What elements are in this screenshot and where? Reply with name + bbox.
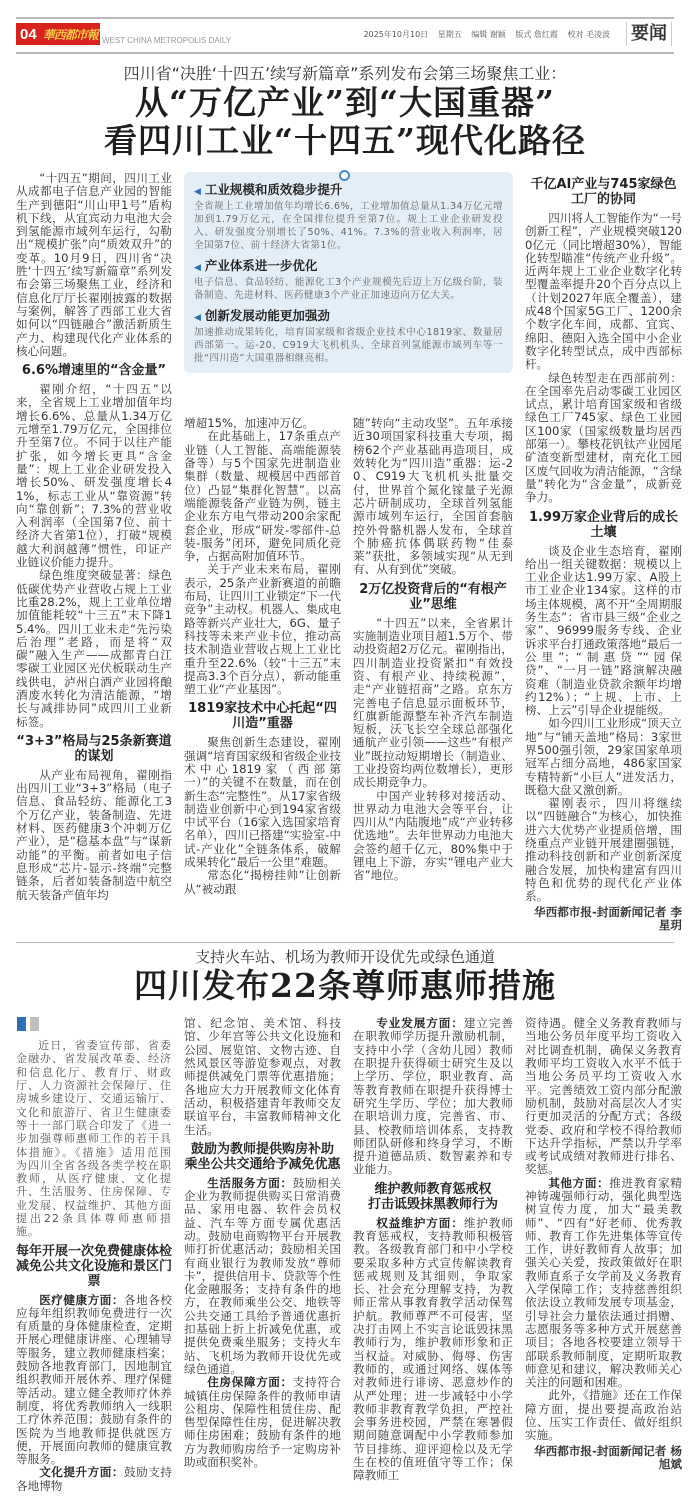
paragraph-text: 常态化“揭榜挂帅”让创新从“被动跟 — [184, 868, 341, 896]
section-heading-line2: 乘坐公共交通给予减免优惠 — [184, 1156, 341, 1172]
key-figure-title-text: 工业规模和质效稳步提升 — [204, 182, 343, 197]
paragraph-text: 资待遇。健全义务教育教师与当地公务员年度平均工资收入对比调查机制，确保义务教育教师平均工资收入水平不低于当地公务员平均工资收入水平。完善绩效工资内部分配激励机制，鼓励对高层次人才实行更加灵活的分配方式；各级党委、政府和学校不得给教师下达升学指标，严禁以升学率或考试成绩对教师进行排名、奖惩。 — [525, 1016, 682, 1177]
paragraph — [16, 383, 172, 569]
section-heading: 2万亿投资背后的“有根产业”思维 — [359, 581, 507, 612]
paragraph — [353, 1017, 513, 1177]
article1-column-4 — [525, 172, 682, 932]
paragraph-text: 鼓励支持各地博物 — [16, 1465, 172, 1493]
article2-column-1 — [16, 1039, 172, 1493]
article1-kicker: 四川省“决胜‘十四五’续写新篇章”系列发布会第三场聚焦工业： — [123, 64, 567, 83]
triangle-bullet-icon: ◀ — [194, 187, 201, 197]
section-heading: 千亿AI产业与745家绿色工厂的协同 — [530, 177, 677, 207]
triangle-bullet-icon: ◀ — [194, 313, 201, 323]
article2-kicker: 支持火车站、机场为教师开设优先或绿色通道 — [194, 948, 495, 967]
paragraph-text: 增超15%，加速冲万亿。 — [184, 416, 315, 431]
key-figure-title-text: 产业体系进一步优化 — [204, 258, 318, 273]
paragraph — [184, 430, 341, 563]
byline: 华西都市报-封面新闻记者 杨旭斌 — [534, 1443, 682, 1471]
paragraph — [525, 1177, 682, 1390]
paragraph — [184, 1177, 341, 1376]
paragraph — [184, 563, 341, 696]
paragraph-text: 建立完善在职教师学历提升激励机制，支持中小学（含幼儿园）教师在职提升获得硕士研究生及以上学历、学位，职业教育、高等教育教师在职提升获得博士研究生学历、学位；加大教师在职培训力度，完善省、市、县、校教师培训体系，支持教师团队研修和终身学习，不断提升道德品质、数智素养和专业能力。 — [353, 1016, 513, 1177]
paragraph — [16, 172, 172, 358]
byline: 华西都市报-封面新闻记者 李星玥 — [534, 904, 682, 932]
article2-column-3 — [353, 1017, 513, 1483]
paragraph — [16, 1466, 172, 1493]
paragraph-text: 在此基础上，17条重点产业链（人工智能、高端能源装备等）与5个国家先进制造业集群（数量、规模居中西部首位）凸显“集群化智慧”。以高端能源装备产业链为例，链主企业东方电气带动200余家配套企业，形成“研发-零部件-总装-服务”闭环，避免同质化竞争，占据高附加值环节。 — [184, 429, 341, 564]
paragraph-text: 近日，省委宣传部、省委金融办、省发展改革委、经济和信息化厅、教育厅、财政厅、人力资源社会保障厅、住房城乡建设厅、交通运输厅、文化和旅游厅、省卫生健康委等十一部门联合印发了《进一步加强尊师惠师工作的若干具体措施》。《措施》适用范围为四川全省各级各类学校在职教师，从医疗健康、文化提升、生活服务、住房保障、专业发展、权益维护、其他方面提出22条具体尊师惠师措施。 — [16, 1039, 172, 1239]
paragraph-text: 四川将人工智能作为“一号创新工程”，产业规模突破1200亿元（同比增超30%），智能化转型瞄准“传统产业升级”。近两年规上工业企业数字化转型覆盖率提升20个百分点以上（计划2027年底全覆盖），建成48个国家5G工厂、1200余个数字化车间，成都、宜宾、绵阳、德阳入选全国中小企业数字化转型试点，成中西部标杆。 — [525, 211, 682, 372]
section-heading: 1.99万家企业背后的成长土壤 — [528, 509, 679, 540]
section-heading: “3+3”格局与25条新赛道的谋划 — [16, 733, 172, 764]
article-divider — [16, 942, 674, 943]
paragraph — [184, 417, 341, 430]
paragraph — [353, 790, 513, 883]
masthead-english: WEST CHINA METROPOLIS DAILY — [102, 36, 232, 45]
key-figure-item — [194, 258, 503, 302]
paragraph-lead: 专业发展方面： — [376, 1016, 464, 1031]
paragraph-text: 翟刚表示，四川将继续以“四链融合”为核心，加快推进六大优势产业提质倍增，围绕重点产业链开展建圈强链，推动科技创新和产业创新深度融合发展，加快构建富有四川特色和优势的现代化产业体系。 — [525, 796, 682, 904]
section-heading: 1819家技术中心托起“四川造”重器 — [188, 701, 337, 732]
paragraph-text: 翟刚介绍，“十四五”以来，全省规上工业增加值年均增长6.6%、总量从1.34万亿元增至1.79万亿元，全国排位升至第7位。不同于以往产能扩张，如今增长更具“含金量”：规上工业企业研发投入增长50%、研发强度增长41%，标志工业从“靠资源”转向“靠创新”；7.3%的营业收入利润率（全国第7位、前十经济大省第1位），打破“规模越大利润越薄”惯性，印证产业链议价能力提升。 — [16, 382, 172, 570]
paragraph-text: 维护教师教育惩戒权，支持教师积极管教。各级教育部门和中小学校要采取多种方式宣传解读教育惩戒规则及其细则，争取家长、社会充分理解支持，为教师正常从事教育教学活动保驾护航。教师尊严不可侵害，坚决打击网上不实言论诋毁抹黑教师行为，维护教师形象和正当权益。对威胁、侮辱、伤害教师的，或通过网络、媒体等对教师进行诽谤、恶意炒作的从严处理；进一步减轻中小学教师非教育教学负担，严控社会事务进校园，严禁在寒暑假期间随意调配中小学教师参加节目排练、迎评迎检以及无学生在校的值班值守等工作；保障教师工 — [353, 1215, 513, 1483]
article-marker-icon — [17, 1017, 26, 1031]
paragraph-text: 绿色维度突破显著：绿色低碳优势产业营收占规上工业比重28.2%，规上工业单位增加值能耗较“十三五”末下降15.4%。四川工业未走“先污染后治理”老路，而是将“双碳”融入生产——成都青白江零碳工业园区光伏板联动生产线供电，泸州白酒产业园将酿酒废水转化为清洁能源，“增长与减排协同”成四川工业新标签。 — [16, 568, 172, 729]
bottom-spacer — [0, 1493, 690, 1503]
key-figure-text: 电子信息、食品轻纺、能源化工3个产业规模先后迈上万亿级台阶，装备制造、先进材料、医药健康3个产业正加速迈向万亿大关。 — [194, 277, 503, 301]
section-heading: 6.6%增速里的“含金量” — [21, 363, 167, 379]
paragraph — [16, 1294, 172, 1467]
article1-body — [16, 171, 682, 932]
paragraph-text: 中国产业转移对接活动、世界动力电池大会等平台，让四川从“内陆腹地”成“产业转移优选地”。去年世界动力电池大会签约超千亿元，80%集中于锂电上下游，夯实“锂电产业大省”地位。 — [353, 788, 513, 883]
key-figure-title — [194, 258, 503, 276]
paragraph-lead: 住房保障方面： — [207, 1375, 293, 1390]
paragraph-text: 谈及企业生态培育，翟刚给出一组关键数据：规模以上工业企业达1.99万家、A股上市工业企业134家。这样的市场主体规模，离不开“全周期服务生态”：省市县三级“企业之家”、96999服务专线、企业诉求平台打通政策落地“最后一公里”；“制惠贷”“园保贷”、“一月一链”路演解决融资难（制造业贷款余额年均增约12%）；“上规、上市、上榜、上云”引导企业提能级。 — [525, 543, 682, 718]
paragraph — [184, 1376, 341, 1469]
paragraph-lead: 医疗健康方面： — [39, 1292, 125, 1307]
paragraph-lead: 权益维护方面： — [376, 1215, 464, 1230]
paragraph-text: 推进教育家精神铸魂强师行动，强化典型选树宣传力度，加大“最美教师”、“四有”好老师、优秀教师、教育工作先进集体等宣传工作，讲好教师育人故事；加强关心关爱，按政策做好在职教师直系子女学前及义务教育入学保障工作；支持慈善组织依法设立教师发展专项基金，引导社会力量依法通过捐赠、志愿服务等多种方式开展慈善项目；各地各校要建立领导干部联系教师制度，定期听取教师意见和建议，解决教师关心关注的问题和困难。 — [525, 1175, 682, 1390]
article2-column-2 — [184, 1017, 341, 1469]
key-figure-text: 加速推动成果转化，培育国家级和省级企业技术中心1819家、数量居西部第一。运-20、C919大飞机机头、全球首列氢能源市域列车等一批“四川造”大国重器相继亮相。 — [194, 327, 503, 364]
proofreader: 校对 毛凌波 — [567, 30, 610, 39]
paragraph-lead: 其他方面： — [548, 1175, 610, 1190]
issue-weekday: 星期五 — [437, 30, 462, 39]
key-figure-item — [194, 182, 503, 252]
article-marker-icon-secondary — [30, 1017, 39, 1031]
paragraph — [525, 1017, 682, 1177]
article2-column-1-wrap — [16, 1017, 172, 1493]
article-markers — [17, 1017, 172, 1031]
key-figure-title — [194, 308, 503, 326]
triangle-bullet-icon: ◀ — [194, 263, 201, 273]
editor: 编辑 谢颖 — [471, 30, 506, 39]
article1-headline-line2: 看四川工业“十四五”现代化路径 — [104, 121, 586, 160]
paragraph-text: 各地各校应每年组织教师免费进行一次有质量的身体健康检查，定期开展心理健康讲座、心理辅导等服务，建立教师健康档案；鼓励各地教育部门，因地制宜组织教师开展休养、理疗保健等活动。建立健全教师疗休养制度，将优秀教师纳入一线职工疗休养范围；鼓励有条件的医院为当地教师提供就医方便，开展面向教师的健康宣教等服务。 — [16, 1292, 172, 1467]
key-figure-text: 全省规上工业增加值年均增长6.6%，工业增加值总量从1.34万亿元增加到1.79万亿元，在全国排位提升至第7位。规上工业企业研发投入、研发强度分别增长了50%、41%。7.3%的营业收入利润率，居全国第7位、前十经济大省第1位。 — [194, 201, 503, 251]
paragraph-text: “十四五”以来，全省累计实施制造业项目超1.5万个、带动投资超2万亿元。翟刚指出，四川制造业投资紧扣“有效投资、有根产业、持续税源”，走“产业链招商”之路。京东方完善电子信息显示面板环节，红旗新能源整车补齐汽车制造短板，沃飞长空全球总部强化通航产业引领——这些“有根产业”既拉动短期增长（制造业、工业投资均两位数增长），更形成长期竞争力。 — [353, 615, 513, 790]
paragraph — [525, 545, 682, 718]
paragraph — [525, 717, 682, 797]
paragraph — [525, 797, 682, 903]
paragraph — [16, 769, 172, 902]
section-heading-line1: 维护教师教育惩戒权 — [374, 1181, 492, 1197]
paragraph-text: 绿色转型走在西部前列：在全国率先启动零碳工业园区试点，累计培育国家级和省级绿色工厂745家、绿色工业园区100家（国家级数量均居西部第一）。攀枝花钒钛产业园尾矿渣变新型建材，南充化工园区废气回收为清洁能源，“含绿量”转化为“含金量”，成新竞争力。 — [525, 370, 682, 505]
layout-editor: 版式 詹红霞 — [515, 30, 558, 39]
section-heading — [16, 1244, 172, 1289]
section-heading-line1: 每年开展一次免费健康体检 — [16, 1243, 173, 1259]
section-heading-line2: 减免公共文化设施和景区门票 — [16, 1258, 173, 1289]
paragraph-text: 鼓励相关企业为教师提供购买日常消费品、家用电器、软件会员权益、汽车等方面专属优惠活动。鼓励电商购物平台开展教师打折优惠活动；鼓励相关国有商业银行为教师发放“尊师卡”，提供信用卡、贷款等个性化金融服务；支持有条件的地方，在教师乘坐公交、地铁等公共交通工具给予普通优惠折扣基础上折上折减免优惠，或提供免费乘坐服务；支持火车站、飞机场为教师开设优先或绿色通道。 — [184, 1175, 341, 1376]
paragraph-text: 关于产业未来布局，翟刚表示，25条产业新赛道的前瞻布局，让四川工业锁定“下一代竞争”主动权。机器人、集成电路等新兴产业壮大，6G、量子科技等未来产业卡位，推动高技术制造业营收占规上工业比重升至22.6%（较“十三五”末提高3.3个百分点），新动能重塑工业“产业基因”。 — [184, 562, 341, 697]
paragraph-text: 馆、纪念馆、美术馆、科技馆、少年宫等公共文化设施和公园、展览馆、文物古迹、自然风景区等游览参观点，对教师提供减免门票等优惠措施；各地应大力开展教师文化体育活动，积极搭建青年教师交友联谊平台，丰富教师精神文化生活。 — [184, 1016, 341, 1137]
article1-column-3 — [353, 417, 513, 883]
paragraph-text: “十四五”期间，四川工业从成都电子信息产业园的智能生产到德阳“川山甲1号”盾构机下线，从宜宾动力电池大会到氢能源市域列车运行，勾勒出“规模扩张”向“质效双升”的变革。10月9日，四川省“决胜‘十四五’续写新篇章”系列发布会第三场聚焦工业，经济和信息化厅厅长翟刚披露的数据与案例，解答了西部工业大省如何以“四链融合”激活新质生产力、构建现代化产业体系的核心问题。 — [16, 171, 172, 358]
paragraph — [184, 1017, 341, 1137]
paragraph — [16, 1039, 172, 1238]
section-heading — [353, 1182, 513, 1212]
key-figures-box — [184, 172, 513, 373]
paragraph — [525, 212, 682, 372]
paragraph — [16, 569, 172, 729]
paragraph — [184, 869, 341, 896]
issue-date: 2025年10月10日 — [363, 30, 429, 39]
key-figure-title-text: 创新发展动能更加强劲 — [204, 308, 330, 323]
paragraph — [353, 617, 513, 790]
page-number: 04 — [20, 25, 37, 43]
key-figures-list — [184, 182, 513, 365]
paragraph-text: 如今四川工业形成“顶天立地”与“铺天盖地”格局：3家世界500强引领，29家国家单项冠军占细分高地，486家国家专精特新“小巨人”迸发活力，既稳大盘又激创新。 — [525, 716, 682, 797]
article2-headline: 四川发布22条尊师惠师措施 — [134, 966, 556, 1006]
paragraph — [525, 1389, 682, 1442]
key-figure-title — [194, 182, 503, 200]
paragraph-text: 随”转向“主动攻坚”。五年承接近30项国家科技重大专项，揭榜62个产业基础再造项目，成效转化为“四川造”重器：运-20、C919大飞机机头批量交付，世界首个氮化镓量子光源芯片研制成功，全球首列氢能源市域列车运行，全国首套脑控外骨骼机器人发布，全球首个肺癌抗体偶联药物“佳泰莱”获批，多领域实现“从无到有、从有到优”突破。 — [353, 416, 513, 577]
section-heading-line2: 打击诋毁抹黑教师行为 — [367, 1196, 498, 1212]
paragraph — [184, 736, 341, 869]
article1-column-2 — [184, 417, 341, 896]
paragraph-lead: 生活服务方面： — [207, 1175, 293, 1190]
paragraph — [353, 1217, 513, 1483]
paragraph — [525, 372, 682, 505]
article1-headline-line1: 从“万亿产业”到“大国重器” — [135, 83, 555, 122]
paragraph — [353, 417, 513, 577]
article2-column-4 — [525, 1017, 682, 1471]
section-heading — [184, 1142, 341, 1172]
paragraph-lead: 文化提升方面： — [39, 1465, 125, 1480]
section-heading-line1: 鼓励为教师提供购房补助 — [190, 1141, 334, 1157]
key-figure-item — [194, 308, 503, 365]
paragraph-text: 聚焦创新生态建设，翟刚强调“培育国家级和省级企业技术中心1819家（西部第一）”的关键不在数量，而在创新生态“完整性”。从17家省级制造业创新中心到194家省级中试平台（16家入选国家培育名单），四川已搭建“实验室-中试-产业化”全链条体系，破解成果转化“最后一公里”难题。 — [184, 735, 341, 870]
article2-body — [16, 1016, 682, 1493]
paragraph-text: 此外，《措施》还在工作保障方面，提出要提高政治站位、压实工作责任、做好组织实施。 — [525, 1388, 682, 1443]
masthead-name: 華西都市報 — [42, 27, 98, 42]
article1-column-1 — [16, 172, 172, 902]
paragraph-text: 从产业布局视角，翟刚指出四川工业“3+3”格局（电子信息、食品轻纺、能源化工3个万亿产业，装备制造、先进材料、医药健康3个冲刺万亿产业），是“稳基本盘”与“谋新动能”的平衡。前者如电子信息形成“芯片-显示-终端”完整链条，后者如装备制造中航空航天装备产值年均 — [16, 767, 172, 902]
paragraph-text: 支持符合城镇住房保障条件的教师申请公租房、保障性租赁住房、配售型保障性住房，促进解决教师住房困难；鼓励有条件的地方为教师购房给予一定购房补助或面积奖补。 — [184, 1375, 341, 1470]
section-label: 要闻 — [626, 22, 672, 46]
pin-icon — [339, 170, 350, 181]
